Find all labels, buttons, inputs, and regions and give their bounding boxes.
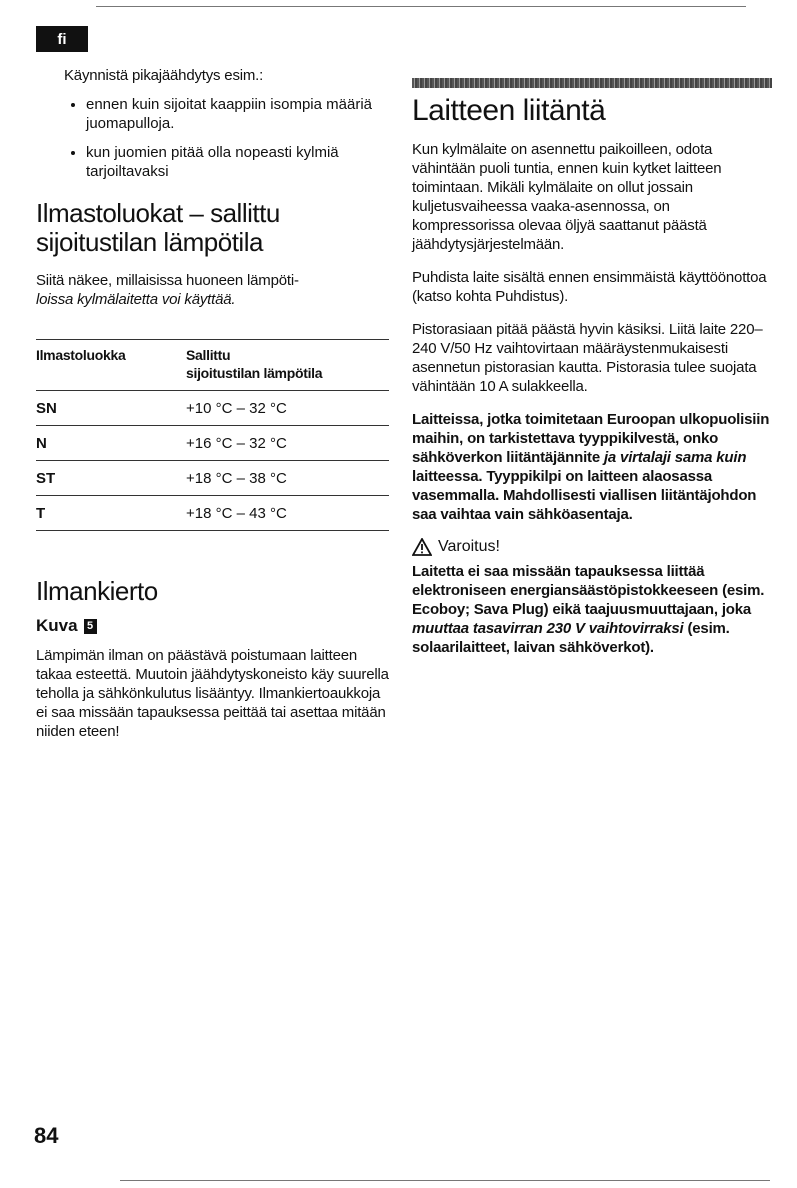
- left-column: [36, 66, 389, 741]
- language-tab: fi: [36, 26, 88, 52]
- list-item: • ennen kuin sijoitat kaappiin isompia määriä juomapulloja.: [86, 95, 389, 133]
- connection-paragraph-1: Kun kylmälaite on asennettu paikoilleen, odota vähintään puoli tuntia, ennen kuin kytket laitteen toimintaan. Mikäli kylmälaite on ollut jossain kuljetusvaiheessa vaaka-asennossa, on kompressorissa olevaa öljyä saattanut päästä jäähdytysjärjestelmään.: [412, 141, 722, 253]
- right-column: [412, 78, 772, 657]
- list-item: • kun juomien pitää olla nopeasti kylmiä tarjoiltavaksi: [86, 143, 389, 181]
- table-header-class: Ilmastoluokka: [36, 340, 186, 391]
- figure-reference: [36, 616, 389, 636]
- climate-class: ST: [36, 461, 186, 496]
- p4-part-a: Laitteissa, jotka toimitetaan Euroopan ulkopuolisiin maihin, on tarkistettava tyyppikilvestä, onko sähköverkon liitäntäjännite: [412, 411, 770, 466]
- connection-paragraph-3: Pistorasiaan pitää päästä hyvin käsiksi. Liitä laite 220–240 V/50 Hz vaihtovirtaan määräystenmukaisesti asennetun pistorasian kautta. Pistorasia tulee suojata vähintään 10 A sulakkeella.: [412, 321, 763, 395]
- quick-cool-intro: Käynnistä pikajäähdytys esim.:: [64, 67, 264, 84]
- air-circulation-heading: Ilmankierto: [36, 576, 158, 606]
- table-header-range-line1: Sallittu: [186, 347, 231, 363]
- climate-heading: Ilmastoluokat – sallittu sijoitustilan lämpötila: [36, 198, 280, 257]
- quick-cool-list: [36, 95, 389, 181]
- top-rule: [96, 6, 746, 7]
- climate-range: +18 °C – 38 °C: [186, 461, 389, 496]
- table-row: [36, 461, 389, 496]
- climate-class: SN: [36, 391, 186, 426]
- warning-label: Varoitus!: [438, 538, 500, 555]
- climate-range: +16 °C – 32 °C: [186, 426, 389, 461]
- p5-part-a: Laitetta ei saa missään tapauksessa liittää elektroniseen energiansäästöpistokkeeseen (esim. Ecoboy; Sava Plug) eikä taajuusmuuttajaan, joka: [412, 563, 765, 618]
- bottom-rule: [120, 1180, 770, 1181]
- p5-part-b: muuttaa tasavirran 230 V vaihtovirraksi: [412, 620, 684, 637]
- climate-table: [36, 339, 389, 531]
- warning-text: [412, 562, 772, 657]
- connection-heading: Laitteen liitäntä: [412, 94, 606, 127]
- warning-label-row: [412, 538, 772, 556]
- p5-part-c: (esim. solaarilaitteet, laivan sähköverkot).: [412, 620, 730, 656]
- figure-number-badge: 5: [84, 619, 97, 634]
- climate-class: N: [36, 426, 186, 461]
- figure-label: Kuva: [36, 616, 78, 635]
- p4-part-c: laitteessa. Tyyppikilpi on laitteen alaosassa vasemmalla. Mahdollisesti viallisen liitäntäjohdon saa vaihtaa vain sähköasentaja.: [412, 468, 757, 523]
- connection-paragraph-2: Puhdista laite sisältä ennen ensimmäistä käyttöönottoa (katso kohta Puhdistus).: [412, 269, 767, 305]
- table-row: [36, 391, 389, 426]
- warning-triangle-icon: [412, 538, 432, 556]
- climate-description-italic: loissa kylmälaitetta voi käyttää.: [36, 291, 236, 308]
- climate-class: T: [36, 496, 186, 531]
- table-row: [36, 496, 389, 531]
- climate-range: +18 °C – 43 °C: [186, 496, 389, 531]
- p4-part-b: ja virtalaji sama kuin: [603, 449, 747, 466]
- table-row: [36, 426, 389, 461]
- climate-description: [36, 271, 389, 309]
- page-number: 84: [34, 1123, 59, 1148]
- climate-range: +10 °C – 32 °C: [186, 391, 389, 426]
- table-header-range: [186, 340, 389, 391]
- table-header-range-line2: sijoitustilan lämpötila: [186, 365, 323, 381]
- connection-paragraph-4: [412, 410, 772, 524]
- air-circulation-text: Lämpimän ilman on päästävä poistumaan laitteen takaa esteettä. Muutoin jäähdytyskoneisto käy suurella teholla ja sähkönkulutus lisääntyy. Ilmankiertoaukkoja ei saa missään tapauksessa peittää tai asettaa mitään niiden eteen!: [36, 647, 389, 740]
- section-top-bar: [412, 78, 772, 88]
- climate-description-normal: Siitä näkee, millaisissa huoneen lämpöti-: [36, 272, 299, 289]
